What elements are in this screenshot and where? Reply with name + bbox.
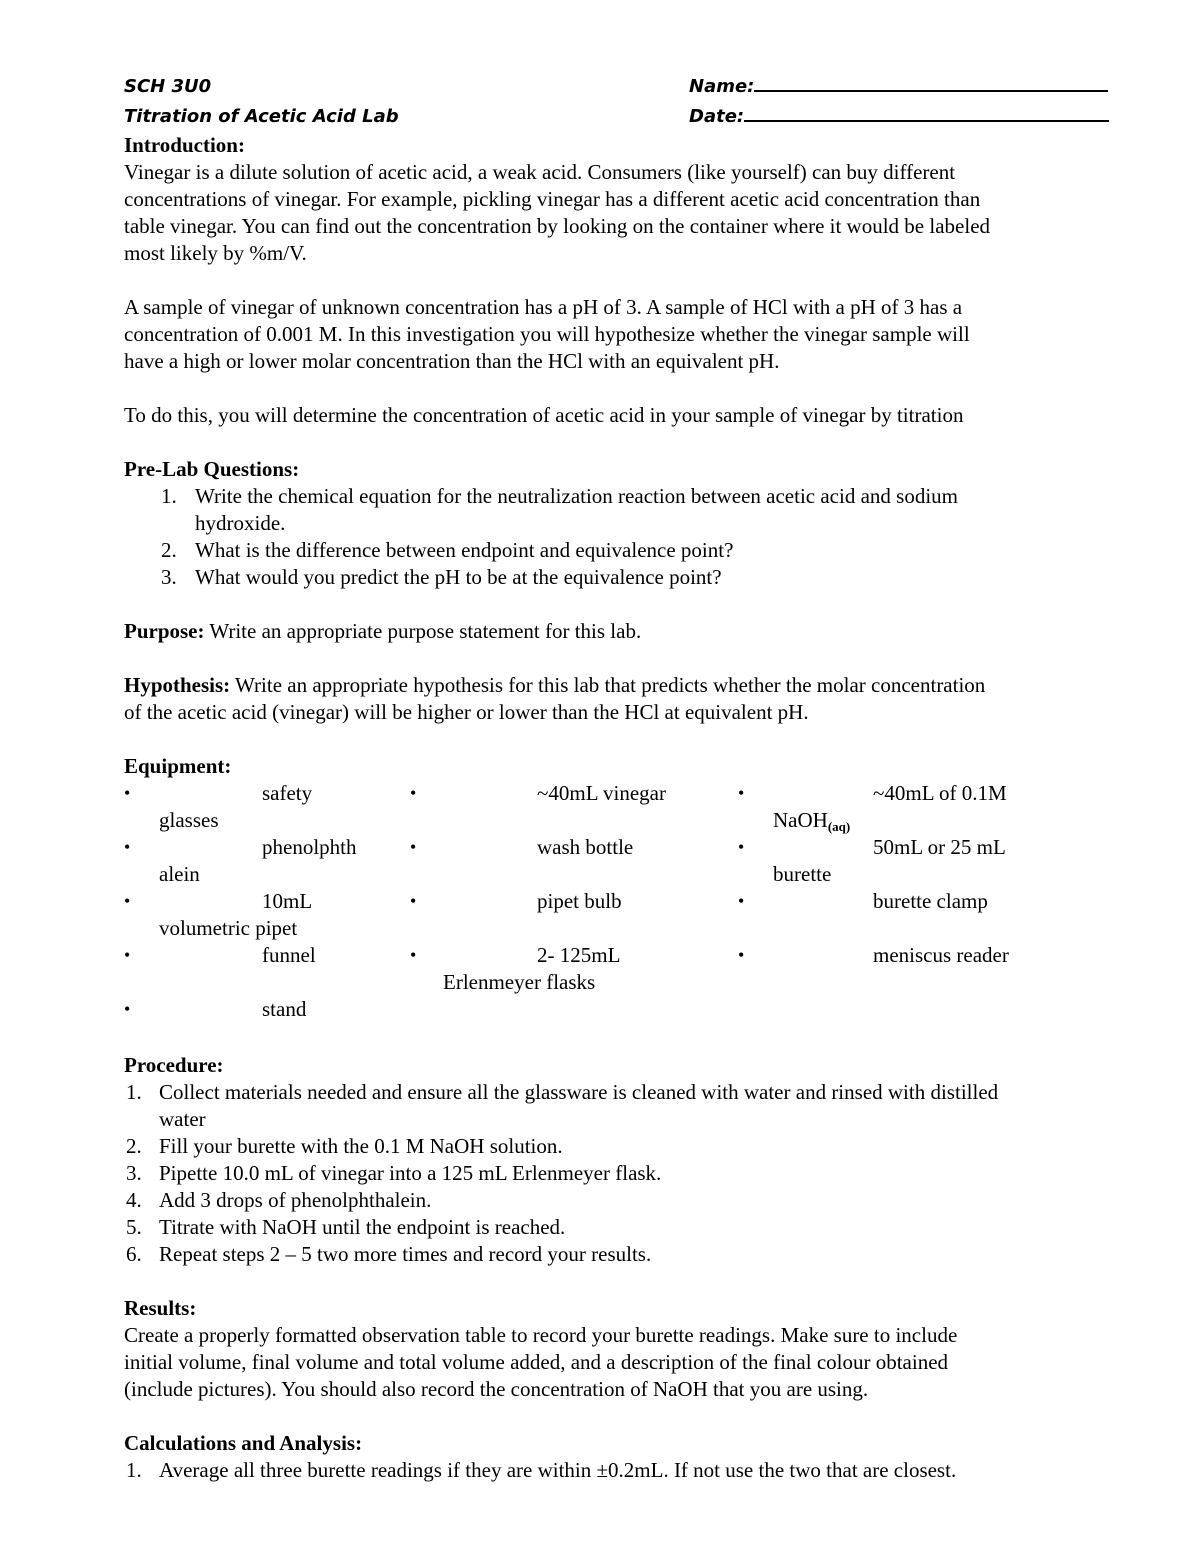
procedure-heading: Procedure: xyxy=(124,1053,224,1077)
intro-p1-line-2: concentrations of vinegar. For example, pickling vinegar has a different acetic acid concentration than xyxy=(124,187,981,211)
date-blank-line[interactable] xyxy=(744,102,1109,122)
prelab-list xyxy=(124,483,1119,591)
results-line-1: Create a properly formatted observation table to record your burette readings. Make sure to include xyxy=(124,1323,958,1347)
results-heading: Results: xyxy=(124,1296,197,1320)
results-line-3: (include pictures). You should also record the concentration of NaOH that you are using. xyxy=(124,1377,869,1401)
date-label: Date: xyxy=(689,106,745,127)
worksheet-page xyxy=(124,72,1119,1484)
list-item: 4. Add 3 drops of phenolphthalein. xyxy=(126,1188,432,1212)
list-item: 1. Write the chemical equation for the neutralization reaction between acetic acid and sodium hydroxide. xyxy=(161,484,958,535)
intro-p3: To do this, you will determine the concentration of acetic acid in your sample of vinegar by titration xyxy=(124,403,964,427)
list-item: 2. What is the difference between endpoint and equivalence point? xyxy=(161,538,734,562)
intro-p1-line-4: most likely by %m/V. xyxy=(124,241,307,265)
results-line-2: initial volume, final volume and total volume added, and a description of the final colour obtained xyxy=(124,1350,949,1374)
equipment-list: • safety glasses • ~40mL vinegar • ~40mL of 0.1M NaOH$_{(aq)}$ • phenolphth alein • wash bottle • 50mL or 25 mL burette • 10mL volumetric pipet • pipet bulb • burette clamp • funnel • 2- 125mL Erlenmeyer flasks • meniscus reader • stand xyxy=(124,781,1009,1021)
list-item: 3. Pipette 10.0 mL of vinegar into a 125 mL Erlenmeyer flask. xyxy=(126,1161,662,1185)
prelab-heading: Pre-Lab Questions: xyxy=(124,457,300,481)
list-item: 6. Repeat steps 2 – 5 two more times and record your results. xyxy=(126,1242,652,1266)
hypothesis-heading: Hypothesis: xyxy=(124,673,231,697)
intro-p1-line-1: Vinegar is a dilute solution of acetic acid, a weak acid. Consumers (like yourself) can buy different xyxy=(124,160,956,184)
list-item: 1. Average all three burette readings if they are within ±0.2mL. If not use the two that are closest. xyxy=(126,1458,957,1482)
calculations-heading: Calculations and Analysis: xyxy=(124,1431,363,1455)
list-item: 1. Collect materials needed and ensure all the glassware is cleaned with water and rinsed with distilled water xyxy=(126,1080,999,1131)
lab-title: Titration of Acetic Acid Lab xyxy=(124,106,399,127)
purpose-heading: Purpose: xyxy=(124,619,205,643)
header-row-1 xyxy=(124,72,1119,102)
intro-p2-line-1: A sample of vinegar of unknown concentration has a pH of 3. A sample of HCl with a pH of 3 has a xyxy=(124,295,963,319)
list-item: 3. What would you predict the pH to be at the equivalence point? xyxy=(161,565,722,589)
intro-p2-line-3: have a high or lower molar concentration than the HCl with an equivalent pH. xyxy=(124,349,780,373)
introduction-heading: Introduction: xyxy=(124,133,245,157)
equipment-heading: Equipment: xyxy=(124,754,232,778)
list-item: 2. Fill your burette with the 0.1 M NaOH solution. xyxy=(126,1134,563,1158)
procedure-list xyxy=(124,1079,1119,1268)
name-blank-line[interactable] xyxy=(754,72,1108,92)
list-item: 5. Titrate with NaOH until the endpoint is reached. xyxy=(126,1215,566,1239)
hypothesis-line-1: Hypothesis: Write an appropriate hypothesis for this lab that predicts whether the molar concentration xyxy=(124,673,986,697)
intro-p1-line-3: table vinegar. You can find out the concentration by looking on the container where it would be labeled xyxy=(124,214,991,238)
hypothesis-line-2: of the acetic acid (vinegar) will be higher or lower than the HCl at equivalent pH. xyxy=(124,700,809,724)
course-code: SCH 3U0 xyxy=(124,76,212,97)
calculations-list xyxy=(124,1457,1119,1484)
header-row-2 xyxy=(124,102,1119,132)
intro-p2-line-2: concentration of 0.001 M. In this investigation you will hypothesize whether the vinegar sample will xyxy=(124,322,970,346)
purpose-paragraph: Purpose: Write an appropriate purpose statement for this lab. xyxy=(124,619,642,643)
name-label: Name: xyxy=(689,76,755,97)
